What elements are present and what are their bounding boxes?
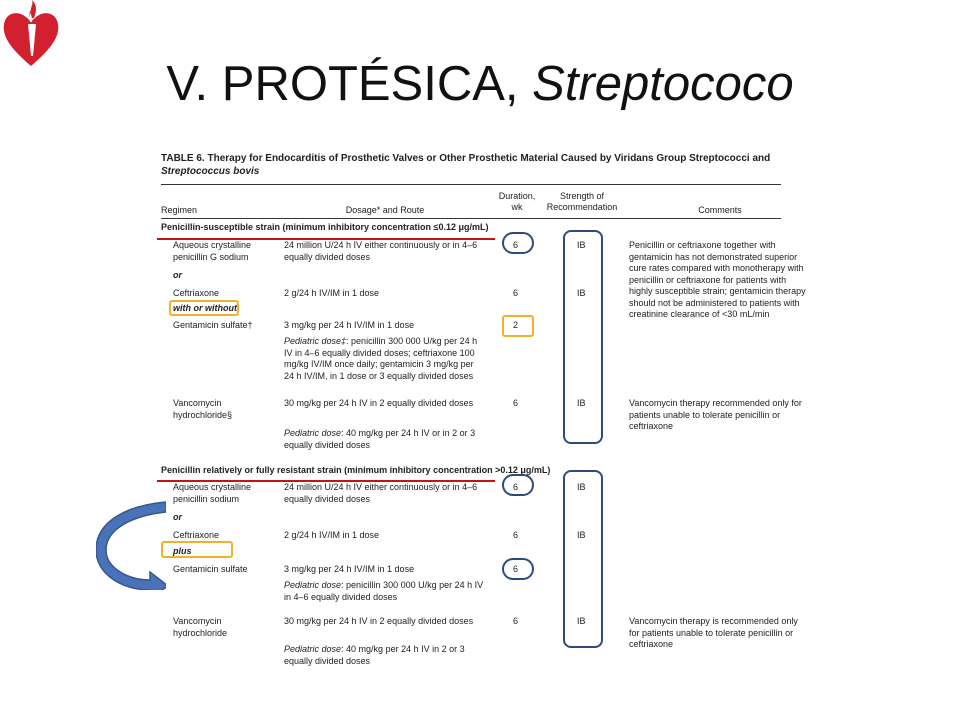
s1-duration-penicillin: 6: [513, 240, 519, 250]
table-rule-top: [161, 184, 781, 185]
s2-regimen-gentamicin: Gentamicin sulfate: [173, 564, 248, 574]
header-comments: Comments: [698, 205, 742, 215]
s1-strength-ceftriaxone: IB: [577, 288, 586, 298]
s1-dosage-ceftriaxone: 2 g/24 h IV/IM in 1 dose: [284, 288, 380, 298]
highlight-box-with-or-without: [169, 300, 239, 316]
s1-duration-vancomycin: 6: [513, 398, 519, 408]
s2-regimen-vancomycin: Vancomycin hydrochloride: [173, 616, 228, 638]
s2-duration-vancomycin: 6: [513, 616, 519, 626]
s1-regimen-penicillin: Aqueous crystalline penicillin G sodium: [173, 240, 252, 262]
s1-pediatric-vancomycin: [284, 428, 475, 451]
oval-s1-duration-6: [502, 232, 534, 254]
s1-duration-gentamicin: 2: [513, 320, 519, 330]
section-resistant: Penicillin relatively or fully resistant strain (minimum inhibitory concentration >0.12 μg/mL): [161, 465, 551, 475]
s2-pediatric-vancomycin: [284, 644, 465, 667]
header-dosage: Dosage* and Route: [345, 205, 425, 215]
strength-column-box-1: [563, 230, 603, 444]
s1-pediatric-dose: [284, 336, 477, 382]
s2-dosage-vancomycin: 30 mg/kg per 24 h IV in 2 equally divided doses: [284, 616, 474, 626]
s1-dosage-vancomycin: 30 mg/kg per 24 h IV in 2 equally divided doses: [284, 398, 474, 408]
s2-regimen-ceftriaxone: Ceftriaxone: [173, 530, 220, 540]
highlight-box-plus: [161, 541, 233, 558]
s2-comment-vancomycin: Vancomycin therapy is recommended only for patients unable to tolerate penicillin or ceftriaxone: [629, 616, 798, 649]
header-regimen: Regimen: [161, 205, 198, 215]
s1-regimen-vancomycin: Vancomycin hydrochloride§: [173, 398, 233, 420]
s2-plus: plus: [173, 546, 192, 556]
s2-strength-penicillin: IB: [577, 482, 586, 492]
title-main: V. PROTÉSICA,: [166, 57, 533, 111]
curved-arrow-icon: [96, 500, 166, 590]
s1-vanc-ped-text: : 40 mg/kg per 24 h IV or in 2 or 3 equally divided doses: [284, 428, 476, 450]
title-italic: Streptococo: [532, 57, 794, 111]
s2-vanc-ped-label: Pediatric dose: [284, 644, 342, 654]
s2-strength-ceftriaxone: IB: [577, 530, 586, 540]
s2-strength-vancomycin: IB: [577, 616, 586, 626]
header-duration: Duration, wk: [498, 191, 536, 212]
s2-ped-label: Pediatric dose: [284, 580, 342, 590]
s1-with-or-without: with or without: [173, 303, 237, 313]
s1-regimen-ceftriaxone: Ceftriaxone: [173, 288, 220, 298]
s2-dosage-penicillin: 24 million U/24 h IV either continuously or in 4–6 equally divided doses: [284, 482, 478, 504]
section-susceptible: Penicillin-susceptible strain (minimum inhibitory concentration ≤0.12 μg/mL): [161, 222, 489, 232]
s1-vanc-ped-label: Pediatric dose: [284, 428, 342, 438]
s1-dosage-penicillin: 24 million U/24 h IV either continuously or in 4–6 equally divided doses: [284, 240, 478, 262]
strength-column-box-2: [563, 470, 603, 648]
s2-dosage-ceftriaxone: 2 g/24 h IV/IM in 1 dose: [284, 530, 380, 540]
s1-ped-text: : penicillin 300 000 U/kg per 24 h IV in 4–6 equally divided doses; ceftriaxone 100 mg/kg IV/IM once daily; gentamicin 3 mg/kg per 24 h IV/IM, in 1 dose or 3 equally divided doses: [284, 336, 478, 381]
table-title: [161, 152, 781, 178]
s2-regimen-penicillin: Aqueous crystalline penicillin sodium: [173, 482, 252, 504]
highlight-box-duration-2: [502, 315, 534, 337]
s1-strength-vancomycin: IB: [577, 398, 586, 408]
oval-s2-duration-6: [502, 474, 534, 496]
s1-dosage-gentamicin: 3 mg/kg per 24 h IV/IM in 1 dose: [284, 320, 415, 330]
s1-or: or: [173, 270, 182, 280]
s2-dosage-gentamicin: 3 mg/kg per 24 h IV/IM in 1 dose: [284, 564, 415, 574]
s2-vanc-ped-text: : 40 mg/kg per 24 h IV in 2 or 3 equally divided doses: [284, 644, 465, 666]
s1-ped-label: Pediatric dose‡: [284, 336, 347, 346]
s1-strength-penicillin: IB: [577, 240, 586, 250]
table-rule-header: [161, 218, 781, 219]
table-title-line2: Streptococcus bovis: [161, 166, 260, 177]
s1-duration-ceftriaxone: 6: [513, 288, 519, 298]
s1-comment-vancomycin: Vancomycin therapy recommended only for patients unable to tolerate penicillin or ceftriaxone: [629, 398, 802, 431]
s2-duration-ceftriaxone: 6: [513, 530, 519, 540]
header-strength: Strength of Recommendation: [546, 191, 618, 212]
table-title-line1: TABLE 6. Therapy for Endocarditis of Prosthetic Valves or Other Prosthetic Material Caused by Viridans Group Streptococci and: [161, 153, 771, 164]
s2-or: or: [173, 512, 182, 522]
slide-title: [0, 57, 960, 111]
s1-regimen-gentamicin: Gentamicin sulfate†: [173, 320, 253, 330]
s2-duration-penicillin: 6: [513, 482, 519, 492]
s2-duration-gentamicin: 6: [513, 564, 519, 574]
oval-s2-gentamicin-6: [502, 558, 534, 580]
s2-pediatric-dose: [284, 580, 483, 603]
s1-comment-penicillin: Penicillin or ceftriaxone together with gentamicin has not demonstrated superior cure rates compared with monotherapy with penicillin or ceftriaxone for patients with highly susceptible strain; gentamicin therapy should not be administered to patients with creatinine clearance of <30 mL/min: [629, 240, 806, 319]
s2-ped-text: : penicillin 300 000 U/kg per 24 h IV in 4–6 equally divided doses: [284, 580, 484, 602]
